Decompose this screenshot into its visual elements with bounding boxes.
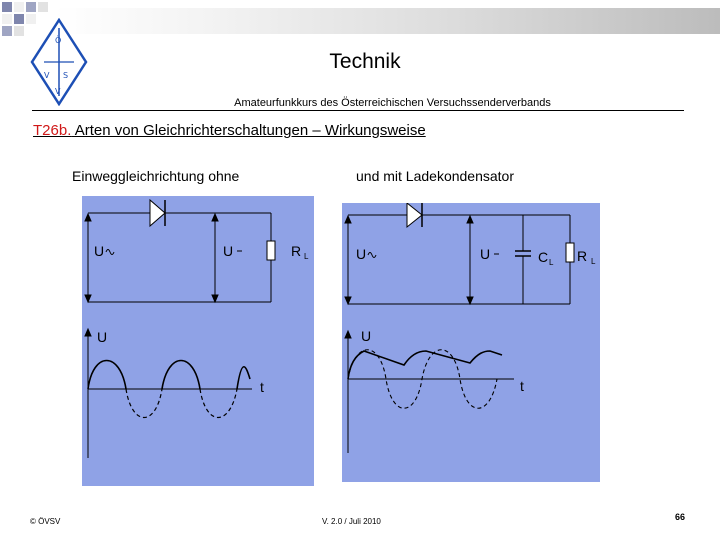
half-wave-negative-dashed [126,389,237,418]
capacitor-sub: L [549,258,554,267]
logo-letter-s: S [63,71,69,80]
page-subtitle: Amateurfunkkurs des Österreichischen Versuchssenderverbands [234,97,551,109]
graph-y-label: U [361,328,372,344]
smoothed-output-wave [348,351,502,379]
logo-letter-v2: V [55,87,61,96]
page-number: 66 [675,512,686,522]
caption-right: und mit Ladekondensator [356,168,514,184]
circuit-diagram-left [82,196,314,486]
section-code: T26b. [33,122,72,139]
logo-letter-v: V [44,71,50,80]
source-voltage-label: U [94,243,105,259]
footer-copyright: © ÖVSV [30,517,61,526]
logo-letter-o: Ö [55,36,62,45]
header-divider [32,110,684,111]
diode-icon [407,203,422,227]
footer-version: V. 2.0 / Juli 2010 [322,517,381,526]
load-resistor-label: R [291,243,302,259]
ac-tilde-icon [368,253,376,258]
graph-x-label: t [260,379,264,395]
load-resistor-sub: L [591,257,596,266]
graph-x-label: t [520,378,524,394]
half-wave-positive [88,361,250,390]
diode-icon [150,200,165,226]
load-resistor-sub: L [304,252,309,261]
caption-left: Einweggleichrichtung ohne [72,168,240,184]
resistor-icon [566,243,574,262]
circuit-panel-left [82,196,314,486]
source-voltage-label: U [356,246,367,262]
output-voltage-label: U [480,246,491,262]
header-band [55,8,720,34]
section-heading-text: Arten von Gleichrichterschaltungen – Wirkungsweise [71,122,426,139]
output-voltage-label: U [223,243,234,259]
ac-tilde-icon [106,250,114,255]
load-resistor-label: R [577,248,588,264]
circuit-diagram-right [342,203,600,482]
graph-y-label: U [97,329,108,345]
page-title: Technik [329,50,401,73]
capacitor-label: C [538,249,549,265]
section-heading [33,122,426,139]
resistor-icon [267,241,275,260]
circuit-panel-right [342,203,600,482]
